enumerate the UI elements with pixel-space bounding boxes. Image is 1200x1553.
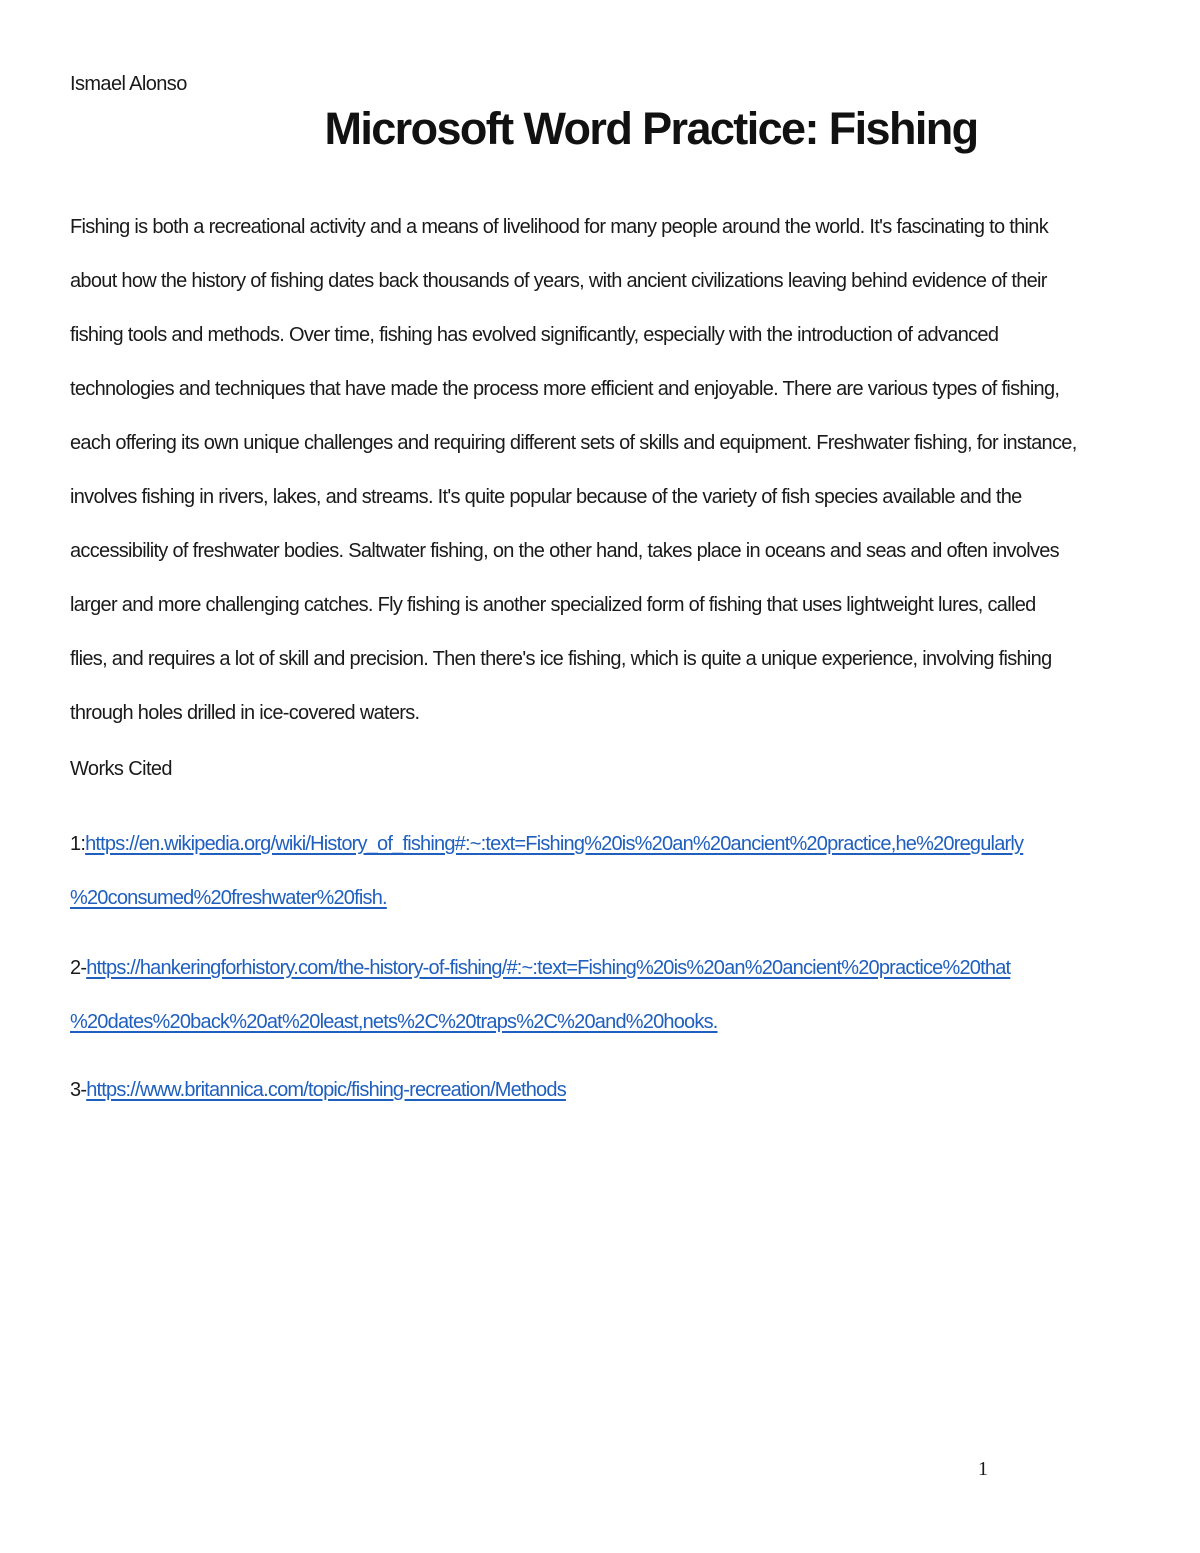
citation-item [70,941,1132,1049]
body-line: through holes drilled in ice-covered waters. [70,702,420,724]
body-line: flies, and requires a lot of skill and precision. Then there's ice fishing, which is quite a unique experience, involving fishing [70,648,1052,670]
body-line: each offering its own unique challenges and requiring different sets of skills and equipment. Freshwater fishing, for instance, [70,432,1077,454]
body-line: about how the history of fishing dates back thousands of years, with ancient civilizations leaving behind evidence of their [70,270,1047,292]
author-name: Ismael Alonso [70,73,187,95]
citation-prefix: 2- [70,957,87,979]
body-paragraph [70,200,1132,740]
citation-row [70,1063,1132,1117]
citation-row [70,941,1132,995]
body-line: accessibility of freshwater bodies. Saltwater fishing, on the other hand, takes place in oceans and seas and often involves [70,540,1059,562]
citation-link[interactable]: https://en.wikipedia.org/wiki/History_of_fishing#:~:text=Fishing%20is%20an%20ancient%20practice,he%20regularly [85,833,1024,855]
works-cited-heading: Works Cited [70,758,172,780]
page-number: 1 [978,1458,988,1480]
body-line: involves fishing in rivers, lakes, and streams. It's quite popular because of the variety of fish species available and the [70,486,1022,508]
citation-prefix: 3- [70,1079,87,1101]
citation-row [70,995,1132,1049]
citation-link[interactable]: https://www.britannica.com/topic/fishing-recreation/Methods [86,1079,566,1101]
body-line: technologies and techniques that have made the process more efficient and enjoyable. There are various types of fishing, [70,378,1060,400]
citation-prefix: 1: [70,833,86,855]
citation-link-continuation[interactable]: %20consumed%20freshwater%20fish. [70,887,387,909]
citation-link[interactable]: https://hankeringforhistory.com/the-history-of-fishing/#:~:text=Fishing%20is%20an%20ancient%20practice%20that [86,957,1011,979]
body-line: fishing tools and methods. Over time, fishing has evolved significantly, especially with the introduction of advanced [70,324,999,346]
citation-item [70,817,1132,925]
body-line: larger and more challenging catches. Fly fishing is another specialized form of fishing that uses lightweight lures, called [70,594,1036,616]
citation-row [70,817,1132,871]
body-line: Fishing is both a recreational activity and a means of livelihood for many people around the world. It's fascinating to think [70,216,1049,238]
document-title: Microsoft Word Practice: Fishing [324,103,978,154]
citation-row [70,871,1132,925]
citation-item [70,1063,1132,1117]
citation-link-continuation[interactable]: %20dates%20back%20at%20least,nets%2C%20traps%2C%20and%20hooks. [70,1011,718,1033]
